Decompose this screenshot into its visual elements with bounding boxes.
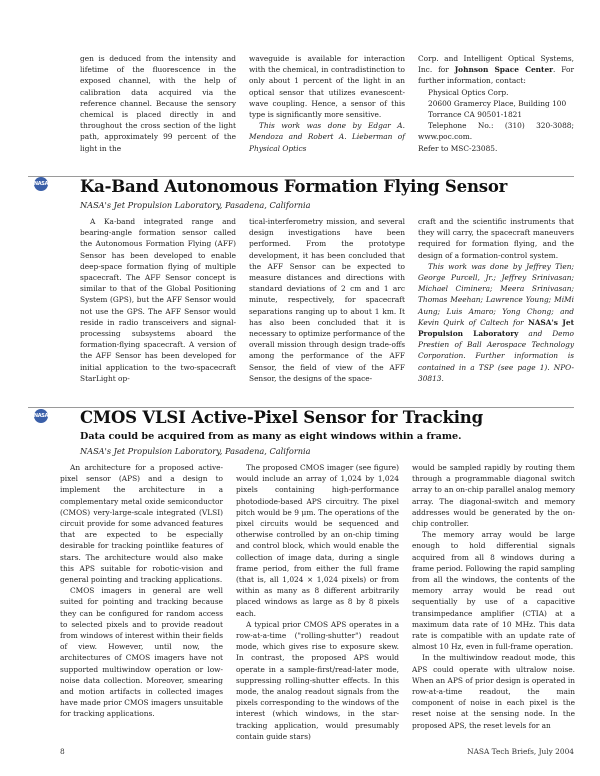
center-name: Johnson Space Center xyxy=(454,65,554,75)
article-2-column-2 xyxy=(236,462,399,742)
article-2-col3-para-2: The memory array would be large enough to hold differential signals acquired from all 8 windows during a frame period. Following the rapid sampling from all the windows, the contents of the memory array would be read out sequentially by use of a capacitive transimpedance amplifier (CTIA) at a maximum data rate of 10 MHz. This data rate is compatible with an update rate of almost 10 Hz, even in full-frame operation. xyxy=(412,530,575,652)
article-1-center: NASA's Jet Propulsion Laboratory xyxy=(418,317,574,339)
article-2-title: CMOS VLSI Active-Pixel Sensor for Tracking xyxy=(80,408,483,427)
reference-number: Refer to MSC-23085. xyxy=(418,143,498,153)
continued-column-3 xyxy=(418,53,574,154)
nasa-badge-icon: NASA xyxy=(34,409,48,423)
article-2-affiliation: NASA's Jet Propulsion Laboratory, Pasadena, California xyxy=(80,446,311,456)
article-2-column-1 xyxy=(60,462,223,742)
article-1-column-1 xyxy=(80,216,236,384)
article-2-col1-para-2: CMOS imagers in general are well suited for pointing and tracking because they can be configured for random access to selected pixels and to provide readout from windows of interest within their fields of view. However, until now, the architectures of CMOS imagers have not supported multiwindow operation or low-noise data collection. Moreover, smearing and motion artifacts in collected images have made prior CMOS imagers unsuitable for tracking applications. xyxy=(60,586,223,719)
address-line-1: Physical Optics Corp. xyxy=(428,87,509,97)
article-1-column-2 xyxy=(249,216,405,384)
article-2-body xyxy=(60,462,575,742)
article-2-col3-para-1: would be sampled rapidly by routing them through a programmable diagonal switch array to an on-chip parallel analog memory array. The diagonal-switch and memory addresses would be generated by the on-chip controller. xyxy=(412,463,575,529)
article-2-col3-para-3: In the multiwindow readout mode, this APS could operate with ultralow noise. When an APS of prior design is operated in row-at-a-time readout, the main component of noise in each pixel is the reset noise at the sensing node. In the proposed APS, the reset levels for an xyxy=(412,653,575,730)
continued-credit: This work was done by Edgar A. Mendoza and Robert A. Lieberman of Physical Optics xyxy=(249,121,405,153)
article-2-subtitle: Data could be acquired from as many as eight windows within a frame. xyxy=(80,431,462,442)
continued-article xyxy=(80,53,575,154)
article-1-column-3 xyxy=(418,216,574,384)
telephone-line: Telephone No.: (310) 320-3088; www.poc.com. xyxy=(418,121,574,142)
article-1-credit: This work was done by Jeffrey Tien; George Purcell, Jr.; Jeffrey Srinivasan; Michael Ciminera; Meera Srinivasan; Thomas Meehan; Lawrence Young; MiMi Aung; Luis Amaro; Yong Chong; and Kevin Quirk of Caltech for NASA's Jet Propulsion Laboratory and Demo Prestien of Ball Aerospace Technology Corporation. Further information is contained in a TSP (see page 1). NPO-30813. xyxy=(418,261,574,383)
address-line-2: 20600 Gramercy Place, Building 100 xyxy=(428,98,567,108)
article-2-column-3 xyxy=(412,462,575,742)
article-1-title: Ka-Band Autonomous Formation Flying Sensor xyxy=(80,177,508,196)
nasa-badge-icon: NASA xyxy=(34,177,48,191)
continued-column-1 xyxy=(80,53,236,154)
article-1-body xyxy=(80,216,575,384)
article-1-col1-text: A Ka-band integrated range and bearing-angle formation sensor called the Autonomous Formation Flying (AFF) Sensor has been developed to enable deep-space formation flying of multiple spacecraft. The AFF Sensor concept is similar to that of the Global Positioning System (GPS), but the AFF Sensor would not use the GPS. The AFF Sensor would reside in radio transceivers and signal-processing subsystems aboard the formation-flying spacecraft. A version of the AFF Sensor has been developed for initial application to the two-spacecraft StarLight op- xyxy=(80,217,236,383)
article-2-col1-para-1: An architecture for a proposed active-pixel sensor (APS) and a design to implement the architecture in a complementary metal oxide semiconductor (CMOS) very-large-scale integrated (VLSI) circuit provide for some advanced features that are expected to be especially desirable for tracking pointlike features of stars. The architecture would also make this APS suitable for robotic-vision and general pointing and tracking applications. xyxy=(60,463,223,585)
publication-footer: NASA Tech Briefs, July 2004 xyxy=(467,747,574,756)
address-line-3: Torrance CA 90501-1821 xyxy=(428,110,523,120)
page-number: 8 xyxy=(60,747,65,756)
article-2-col2-para-1: The proposed CMOS imager (see figure) would include an array of 1,024 by 1,024 pixels containing high-performance photodiode-based APS circuitry. The pixel pitch would be 9 μm. The operations of the pixel circuits would be sequenced and otherwise controlled by an on-chip timing and control block, which would enable the collection of image data, during a single frame period, from either the full frame (that is, all 1,024 × 1,024 pixels) or from within as many as 8 different arbitrarily placed windows as large as 8 by 8 pixels each. xyxy=(236,463,399,618)
continued-col1-text: gen is deduced from the intensity and lifetime of the fluorescence in the exposed channel, with the help of calibration data acquired via the reference channel. Because the sensory chemical is placed directly in and throughout the cross section of the light path, approximately 99 percent of the light in the xyxy=(80,54,236,153)
article-1-col3-text: craft and the scientific instruments that they will carry, the spacecraft maneuvers required for formation flying, and the design of a formation-control system. xyxy=(418,217,574,260)
contact-intro: Corp. and Intelligent Optical Systems, Inc. for Johnson Space Center. For further information, contact: xyxy=(418,54,575,86)
continued-col2-text: waveguide is available for interaction with the chemical, in contradistinction to only about 1 percent of the light in an optical sensor that utilizes evanescent-wave coupling. Hence, a sensor of this type is significantly more sensitive. xyxy=(249,54,405,120)
article-1-col2-text: tical-interferometry mission, and several design investigations have been performed. From the prototype development, it has been concluded that the AFF Sensor can be expected to measure distances and directions with standard deviations of 2 cm and 1 arc minute, respectively, for spacecraft separations ranging up to about 1 km. It has also been concluded that it is necessary to optimize performance of the overall mission through design trade-offs among the performance of the AFF Sensor, the field of view of the AFF Sensor, the designs of the space- xyxy=(249,217,405,383)
continued-column-2 xyxy=(249,53,405,154)
article-2-col2-para-2: A typical prior CMOS APS operates in a row-at-a-time ("rolling-shutter") readout mode, which gives rise to exposure skew. In contrast, the proposed APS would operate in a sample-first/read-later mode, suppressing rolling-shutter effects. In this mode, the analog readout signals from the pixels corresponding to the windows of the interest (which windows, in the star-tracking application, would presumably contain guide stars) xyxy=(236,619,399,741)
article-1-affiliation: NASA's Jet Propulsion Laboratory, Pasadena, California xyxy=(80,200,311,210)
